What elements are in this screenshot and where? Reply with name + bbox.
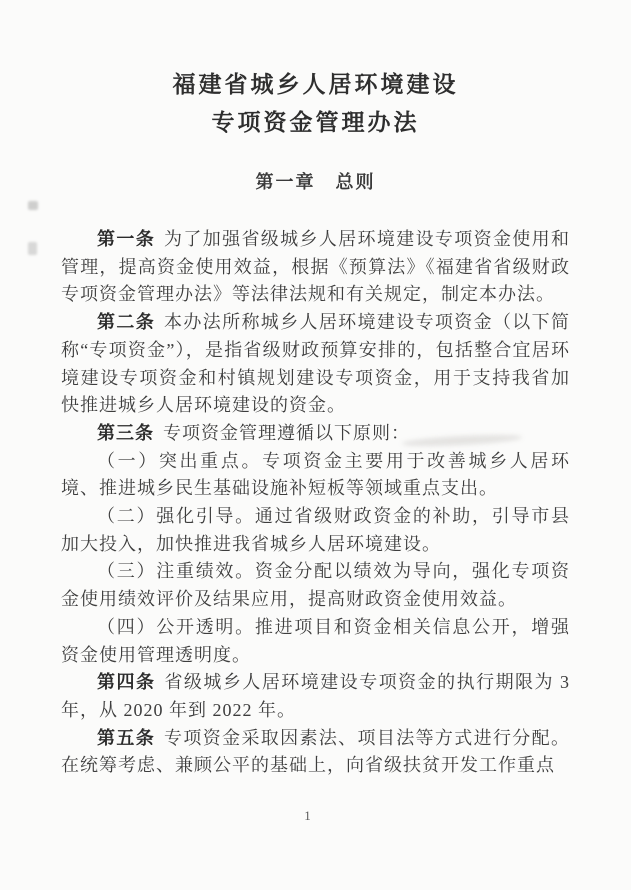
article-4-paragraph: [61, 669, 570, 724]
scan-artifact-mark: [28, 242, 37, 255]
article-2-paragraph: [61, 309, 570, 420]
scan-artifact-mark: [28, 201, 38, 210]
article-1-paragraph: [61, 226, 570, 309]
article-5-lead: 第五条: [97, 727, 156, 748]
article-1-text: 为了加强省级城乡人居环境建设专项资金使用和管理，提高资金使用效益，根据《预算法》《福建省省级财政专项资金管理办法》等法律法规和有关规定，制定本办法。: [61, 229, 571, 305]
article-3-paragraph: [61, 420, 570, 448]
principle-3-paragraph: [61, 558, 570, 613]
article-5-text: 专项资金采取因素法、项目法等方式进行分配。在统筹考虑、兼顾公平的基础上，向省级扶贫开发工作重点: [61, 727, 571, 776]
article-3-text: 专项资金管理遵循以下原则：: [163, 422, 410, 443]
principle-1-text: （一）突出重点。专项资金主要用于改善城乡人居环境、推进城乡民生基础设施补短板等领域重点支出。: [61, 450, 570, 499]
chapter-heading: 第一章 总则: [255, 172, 376, 192]
article-4-text: 省级城乡人居环境建设专项资金的执行期限为 3 年，从 2020 年到 2022 年。: [61, 672, 570, 720]
principle-1-paragraph: [61, 448, 570, 503]
principle-2-paragraph: [61, 503, 570, 558]
article-2-lead: 第二条: [97, 312, 156, 333]
article-5-paragraph: [61, 725, 570, 780]
article-1-lead: 第一条: [97, 229, 156, 249]
article-2-text: 本办法所称城乡人居环境建设专项资金（以下简称“专项资金”），是指省级财政预算安排的，包括整合宜居环境建设专项资金和村镇规划建设专项资金，用于支持我省加快推进城乡人居环境建设的资金。: [61, 312, 571, 416]
article-3-lead: 第三条: [97, 422, 154, 443]
principle-2-text: （二）强化引导。通过省级财政资金的补助，引导市县加大投入，加快推进我省城乡人居环境建设。: [61, 506, 570, 554]
document-title-line1: 福建省城乡人居环境建设: [172, 72, 459, 97]
page-number: 1: [304, 808, 311, 823]
principle-4-text: （四）公开透明。推进项目和资金相关信息公开，增强资金使用管理透明度。: [61, 616, 570, 665]
document-body: [61, 226, 570, 780]
document-title-line2: 专项资金管理办法: [211, 110, 420, 135]
principle-3-text: （三）注重绩效。资金分配以绩效为导向，强化专项资金使用绩效评价及结果应用，提高财政资金使用效益。: [61, 561, 570, 610]
document-title: [0, 66, 631, 142]
article-4-lead: 第四条: [97, 672, 156, 693]
principle-4-paragraph: [61, 614, 570, 669]
